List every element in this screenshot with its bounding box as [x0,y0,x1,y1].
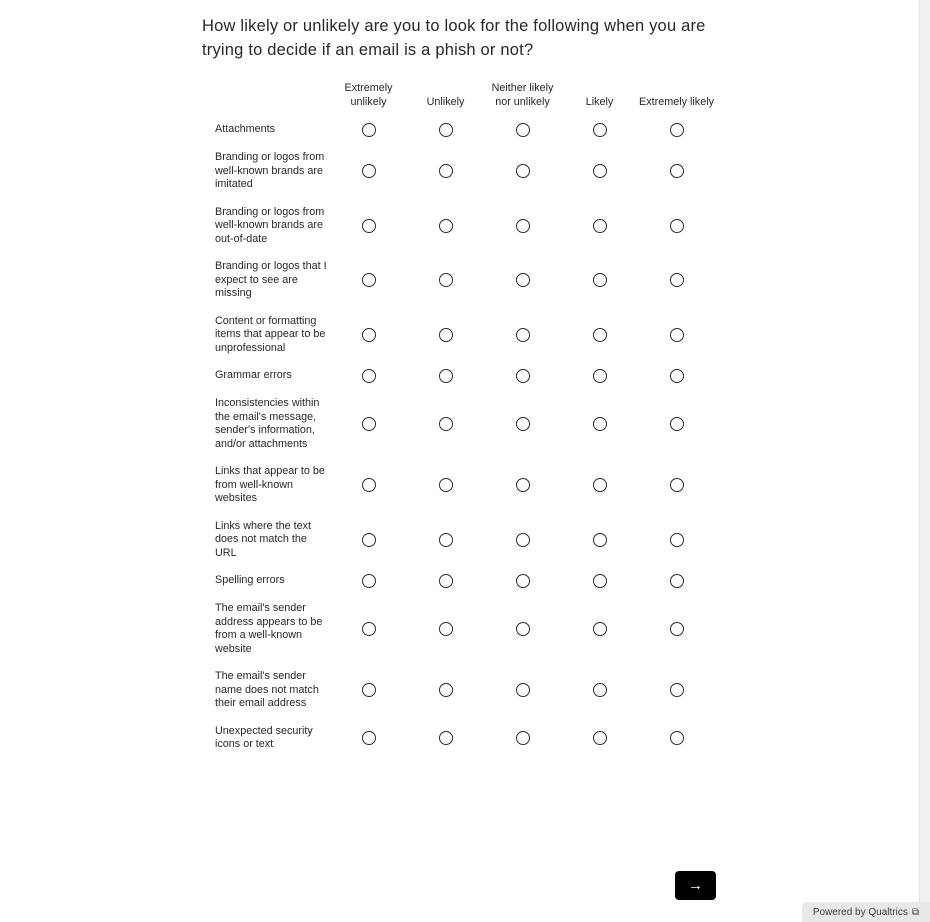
radio-cell [407,164,484,178]
radio-button[interactable] [516,219,530,233]
radio-button[interactable] [439,417,453,431]
radio-button[interactable] [362,369,376,383]
radio-button[interactable] [670,622,684,636]
radio-button[interactable] [516,533,530,547]
radio-cell [561,328,638,342]
radio-button[interactable] [593,731,607,745]
radio-cell [561,574,638,588]
radio-button[interactable] [439,478,453,492]
radio-cell [638,622,715,636]
radio-cell [484,328,561,342]
radio-button[interactable] [362,622,376,636]
radio-cell [407,683,484,697]
radio-button[interactable] [516,622,530,636]
radio-cell [407,533,484,547]
matrix-row [202,595,722,663]
radio-cell [330,478,407,492]
row-label: Spelling errors [215,574,285,587]
question-title: How likely or unlikely are you to look for the following when you are trying to decide if an email is a phish or not? [202,17,706,59]
radio-cell [561,417,638,431]
row-label-cell [202,369,330,383]
radio-button[interactable] [516,328,530,342]
next-button[interactable] [675,871,716,900]
row-label: Inconsistencies within the email's message, sender's information, and/or attachments [215,397,320,450]
radio-cell [407,574,484,588]
radio-cell [407,622,484,636]
matrix-row [202,362,722,390]
radio-button[interactable] [439,219,453,233]
radio-button[interactable] [593,533,607,547]
radio-cell [330,622,407,636]
radio-cell [484,123,561,137]
radio-cell [638,369,715,383]
row-label: Attachments [215,123,276,136]
radio-button[interactable] [516,369,530,383]
radio-cell [561,123,638,137]
radio-button[interactable] [362,731,376,745]
radio-cell [484,164,561,178]
radio-cell [484,622,561,636]
radio-button[interactable] [593,164,607,178]
radio-button[interactable] [593,328,607,342]
radio-cell [638,164,715,178]
powered-by-qualtrics-badge[interactable] [802,902,930,922]
radio-cell [407,219,484,233]
radio-cell [407,417,484,431]
radio-cell [330,683,407,697]
radio-button[interactable] [439,574,453,588]
radio-button[interactable] [516,123,530,137]
radio-cell [330,164,407,178]
row-label: The email's sender address appears to be from a well-known website [215,602,323,655]
radio-button[interactable] [670,219,684,233]
radio-button[interactable] [670,574,684,588]
matrix-header-row [202,82,722,109]
radio-button[interactable] [439,273,453,287]
radio-cell [407,478,484,492]
column-header: Extremely likely [639,95,714,108]
radio-button[interactable] [439,328,453,342]
radio-button[interactable] [516,478,530,492]
radio-button[interactable] [593,683,607,697]
radio-button[interactable] [439,123,453,137]
row-label: Grammar errors [215,369,292,382]
row-label-cell [202,397,330,451]
radio-button[interactable] [670,731,684,745]
radio-button[interactable] [362,683,376,697]
radio-cell [561,622,638,636]
matrix-rows [202,116,722,759]
radio-button[interactable] [593,219,607,233]
radio-cell [561,164,638,178]
matrix-row [202,458,722,513]
row-label-cell [202,725,330,752]
radio-cell [561,731,638,745]
matrix-row [202,390,722,458]
radio-cell [484,273,561,287]
radio-cell [561,369,638,383]
radio-cell [484,369,561,383]
radio-cell [638,574,715,588]
radio-cell [330,369,407,383]
radio-button[interactable] [593,622,607,636]
radio-button[interactable] [439,622,453,636]
radio-button[interactable] [670,683,684,697]
radio-button[interactable] [670,478,684,492]
radio-cell [330,574,407,588]
radio-cell [330,219,407,233]
row-label-cell [202,151,330,192]
radio-cell [484,219,561,233]
radio-button[interactable] [516,417,530,431]
column-header: Unlikely [426,95,465,108]
radio-button[interactable] [516,683,530,697]
radio-button[interactable] [362,328,376,342]
row-label-cell [202,260,330,301]
matrix-row [202,718,722,759]
matrix-row [202,513,722,568]
radio-button[interactable] [362,417,376,431]
radio-cell [484,533,561,547]
row-label-cell [202,602,330,656]
likert-matrix [202,82,722,759]
radio-button[interactable] [516,731,530,745]
row-label: Content or formatting items that appear to be unprofessional [215,314,326,354]
radio-button[interactable] [670,328,684,342]
radio-button[interactable] [439,164,453,178]
external-link-icon: ⧉ [911,906,919,918]
radio-cell [561,219,638,233]
radio-button[interactable] [439,533,453,547]
radio-cell [330,533,407,547]
matrix-row [202,567,722,595]
row-label-cell [202,123,330,137]
row-label-cell [202,574,330,588]
column-header: Neither likely nor unlikely [491,82,554,108]
matrix-row [202,253,722,308]
radio-button[interactable] [362,273,376,287]
radio-cell [638,123,715,137]
radio-cell [484,574,561,588]
radio-button[interactable] [670,417,684,431]
radio-button[interactable] [593,478,607,492]
radio-cell [330,731,407,745]
row-label-cell [202,206,330,247]
row-label: Branding or logos from well-known brands are imitated [215,151,325,190]
radio-button[interactable] [593,574,607,588]
radio-button[interactable] [593,123,607,137]
scrollbar-track[interactable] [919,0,930,922]
row-label-cell [202,315,330,356]
row-label: Unexpected security icons or text [215,724,313,750]
radio-cell [484,683,561,697]
row-label-cell [202,670,330,711]
column-header: Likely [585,95,614,108]
column-header: Extremely unlikely [344,82,393,108]
radio-cell [638,683,715,697]
radio-cell [407,369,484,383]
matrix-row [202,199,722,254]
row-label: Links where the text does not match the URL [215,519,312,559]
matrix-row [202,144,722,199]
row-label-cell [202,465,330,506]
row-label: The email's sender name does not match their email address [215,670,319,709]
radio-button[interactable] [593,417,607,431]
radio-button[interactable] [439,683,453,697]
radio-cell [561,533,638,547]
radio-button[interactable] [439,369,453,383]
radio-cell [407,273,484,287]
radio-cell [407,731,484,745]
radio-button[interactable] [362,574,376,588]
matrix-row [202,663,722,718]
radio-cell [638,731,715,745]
radio-button[interactable] [362,533,376,547]
radio-cell [484,417,561,431]
radio-button[interactable] [593,369,607,383]
survey-content [202,14,722,759]
row-label: Branding or logos that I expect to see are missing [215,260,327,299]
radio-cell [330,417,407,431]
radio-button[interactable] [439,731,453,745]
radio-button[interactable] [670,123,684,137]
radio-button[interactable] [362,164,376,178]
radio-cell [330,273,407,287]
radio-cell [484,731,561,745]
row-label: Branding or logos from well-known brands are out-of-date [215,205,325,245]
radio-button[interactable] [670,273,684,287]
row-label: Links that appear to be from well-known websites [215,465,325,504]
radio-cell [561,273,638,287]
radio-cell [561,683,638,697]
radio-button[interactable] [516,273,530,287]
radio-button[interactable] [516,164,530,178]
radio-button[interactable] [593,273,607,287]
radio-cell [407,123,484,137]
radio-cell [638,328,715,342]
radio-cell [638,533,715,547]
radio-cell [407,328,484,342]
matrix-row [202,116,722,144]
radio-cell [638,219,715,233]
radio-button[interactable] [670,533,684,547]
radio-button[interactable] [362,478,376,492]
radio-cell [330,123,407,137]
matrix-row [202,308,722,363]
row-label-cell [202,520,330,561]
radio-cell [330,328,407,342]
arrow-right-icon: → [688,877,703,894]
radio-button[interactable] [670,164,684,178]
radio-cell [484,478,561,492]
radio-cell [638,478,715,492]
radio-cell [638,273,715,287]
powered-by-label: Powered by Qualtrics [812,906,908,918]
radio-button[interactable] [362,123,376,137]
radio-cell [561,478,638,492]
radio-button[interactable] [670,369,684,383]
radio-button[interactable] [516,574,530,588]
radio-button[interactable] [362,219,376,233]
radio-cell [638,417,715,431]
